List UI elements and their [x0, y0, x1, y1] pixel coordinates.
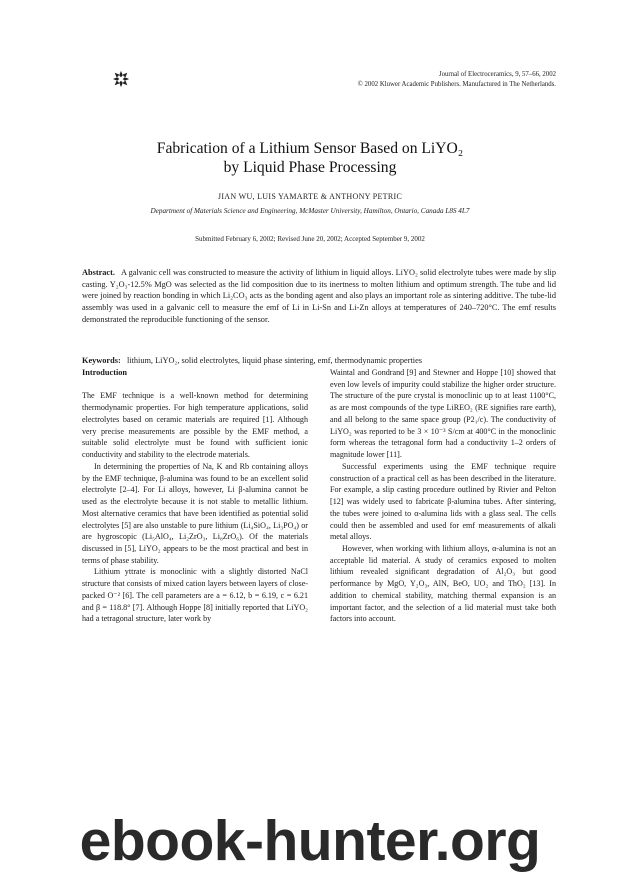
- copyright-notice: © 2002 Kluwer Academic Publishers. Manufactured in The Netherlands.: [357, 80, 556, 88]
- title-line-2: by Liquid Phase Processing: [223, 159, 397, 176]
- title-line-1: Fabrication of a Lithium Sensor Based on LiYO₂: [156, 140, 464, 157]
- watermark: ebook-hunter.org: [79, 809, 541, 873]
- body-paragraph: Lithium yttrate is monoclinic with a slightly distorted NaCl structure that consists of mixed cation layers between layers of close-packed O⁻² [6]. The cell parameters are a = 6.12, b = 6.19, c = 6.21 and β = 118.8° [7]. Although Hoppe [8] initially reported that LiYO₂ had a tetragonal structure, later work by: [82, 567, 308, 624]
- keywords: [82, 355, 556, 367]
- abstract: [82, 267, 556, 326]
- journal-header: [358, 70, 556, 89]
- right-column: [330, 367, 556, 625]
- section-heading-introduction: Introduction: [82, 368, 128, 377]
- abstract-label: Abstract.: [82, 268, 115, 277]
- journal-citation: Journal of Electroceramics, 9, 57–66, 2002: [438, 71, 556, 78]
- left-column: [82, 367, 308, 625]
- body-paragraph: In determining the properties of Na, K and Rb containing alloys by the EMF technique, β-alumina was found to be an excellent solid electrolyte [2–4]. For Li alloys, however, Li β-alumina cannot be used as the electrolyte because it is not stable to metallic lithium. Most alternative ceramics that have been identified as potential solid electrolytes [5] are also unstable to pure lithium (Li₄SiO₄, Li₃PO₄) or are hygroscopic (Li₅AlO₄, Li₂ZrO₃, Li₈ZrO₆). Of the materials discussed in [5], LiYO₂ appears to be the most practical and best in terms of phase stability.: [82, 461, 308, 565]
- publisher-logo: [112, 70, 130, 88]
- author-list: JIAN WU, LUIS YAMARTE & ANTHONY PETRIC: [217, 192, 403, 201]
- keywords-text: lithium, LiYO₂, solid electrolytes, liquid phase sintering, emf, thermodynamic properties: [126, 356, 423, 365]
- submission-dates: Submitted February 6, 2002; Revised June 20, 2002; Accepted September 9, 2002: [195, 235, 425, 243]
- abstract-text: A galvanic cell was constructed to measure the activity of lithium in liquid alloys. LiYO₂ solid electrolyte tubes were made by slip casting. Y₂O₃-12.5% MgO was selected as the lid composition due to its inertness to molten lithium and optimum strength. The tube and lid were joined by reaction bonding in which Li₂CO₃ acts as the bonding agent and also plays an important role as sintering additive. The tube-lid assembly was used in a galvanic cell to measure the emf of Li in Li-Sn and Li-Zn alloys at temperatures of 240–720°C. The emf results demonstrated the reproducible functioning of the sensor.: [82, 268, 556, 324]
- body-paragraph: Successful experiments using the EMF technique require construction of a practical cell as has been described in the literature. For example, a slip casting procedure outlined by Rivier and Pelton [12] was widely used to fabricate β-alumina tubes. After sintering, the tubes were joined to α-alumina lids with a glass seal. The cells could then be assembled and used for emf measurements of alkali metal alloys.: [330, 461, 556, 542]
- body-paragraph: Waintal and Gondrand [9] and Stewner and Hoppe [10] showed that even low levels of impurity could stabilize the higher order structure. The structure of the pure crystal is monoclinic up to at least 1100°C, as are most compounds of the type LiREO₂ (RE signifies rare earth), and all belong to the same space group (P2₁/c). The conductivity of LiYO₂ was reported to be 3 × 10⁻³ S/cm at 400°C in the monoclinic form whereas the tetragonal form had a conductivity 1–2 orders of magnitude lower [11].: [330, 368, 556, 460]
- body-paragraph: However, when working with lithium alloys, α-alumina is not an acceptable lid material. A study of ceramics exposed to molten lithium revealed significant degradation of Al₂O₃ but good performance by MgO, Y₂O₃, AlN, BeO, UO₂ and ThO₂ [13]. In addition to chemical stability, matching thermal expansion is an important factor, and the selection of a lid material must take both factors into account.: [330, 544, 556, 624]
- paper-title: [60, 139, 560, 177]
- body-paragraph: The EMF technique is a well-known method for determining thermodynamic properties. For high temperature applications, solid electrolytes based on ceramic materials are required [1]. Although very precise measurements are possible by the EMF method, a suitable solid electrolyte must be found with sufficient ionic conductivity and stability to the electrode materials.: [82, 391, 308, 460]
- keywords-label: Keywords:: [82, 356, 121, 365]
- author-affiliation: Department of Materials Science and Engineering, McMaster University, Hamilton, Ontario, Canada L8S 4L7: [150, 207, 470, 215]
